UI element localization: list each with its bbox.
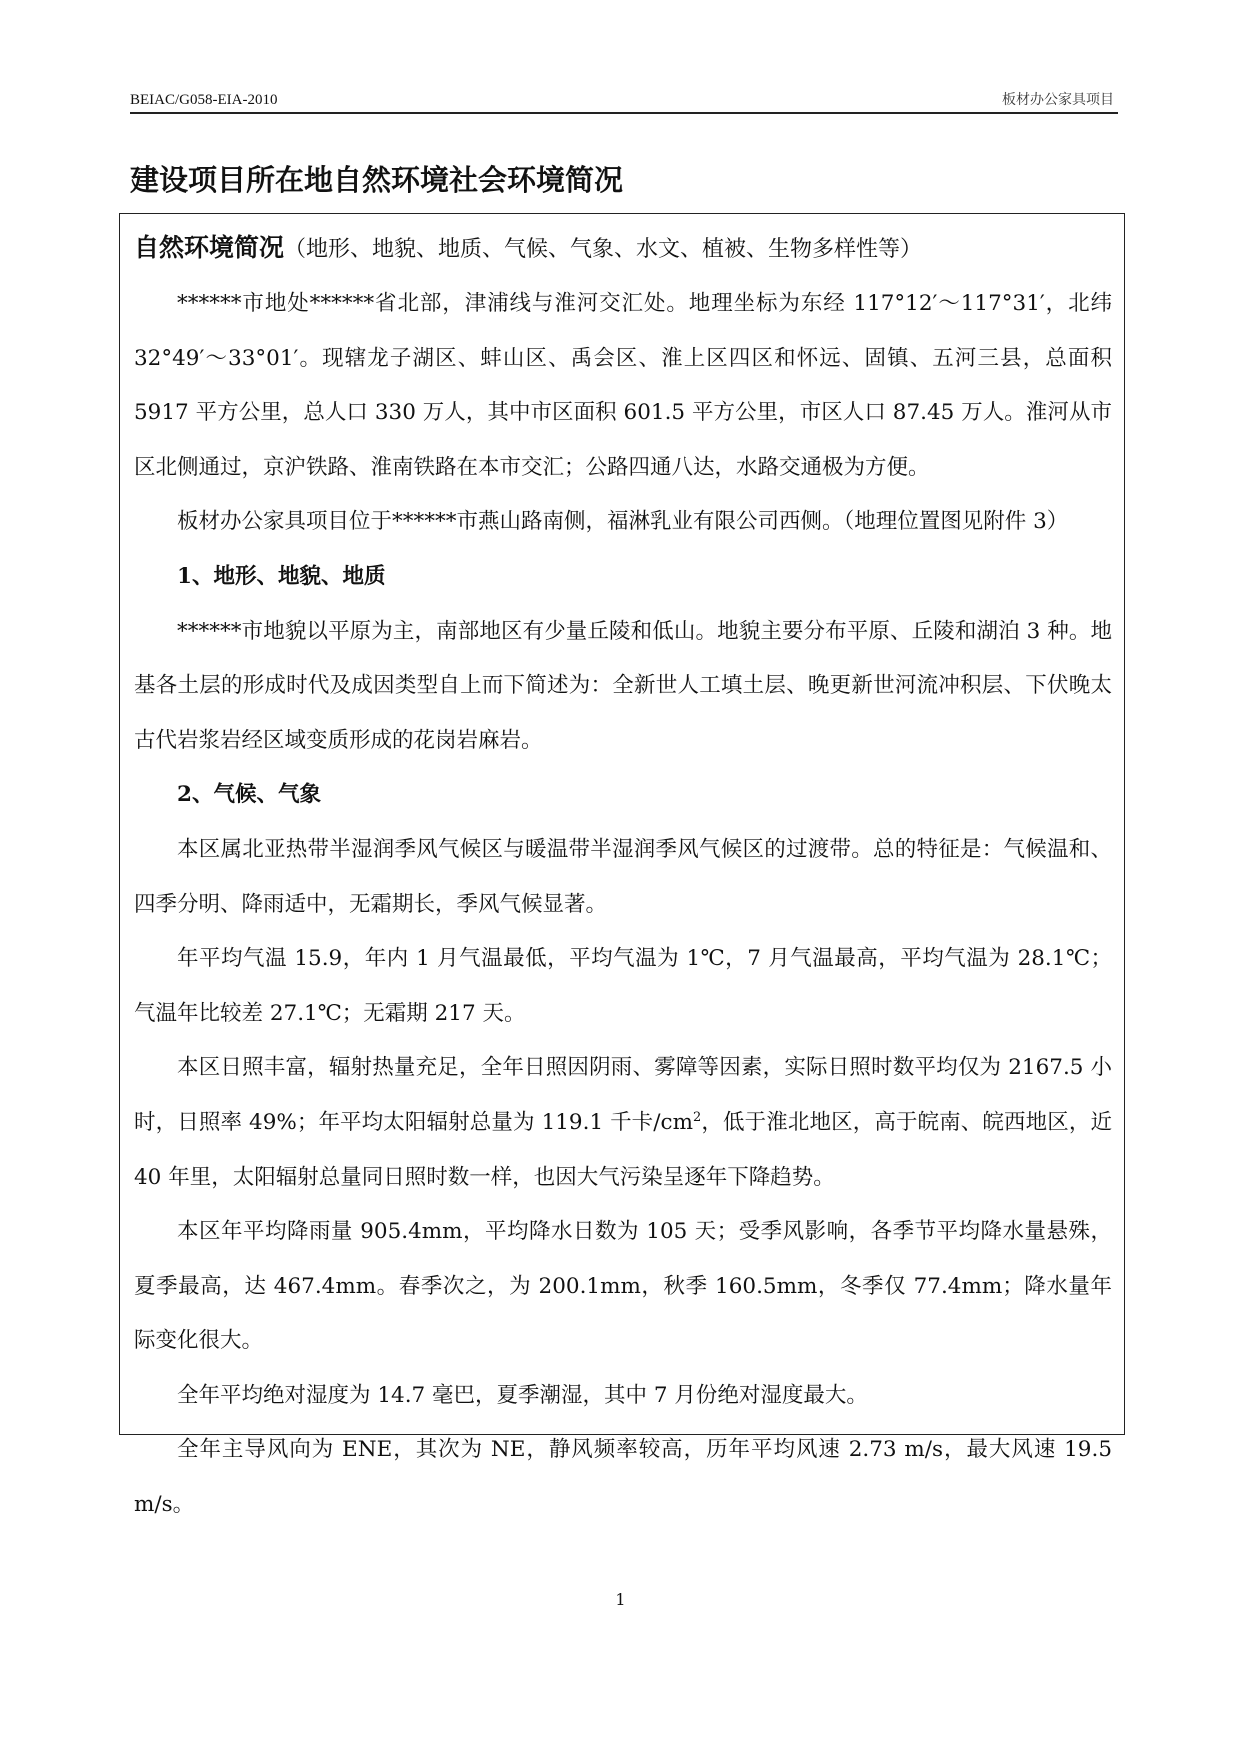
page-header	[130, 86, 1118, 114]
content-table-cell	[119, 213, 1125, 1518]
paragraph-location: ******市地处******省北部，津浦线与淮河交汇处。地理坐标为东经 117°12′～117°31′，北纬 32°49′～33°01′。现辖龙子湖区、蚌山区、禹会区、淮上区四区和怀远、固镇、五河三县，总面积 5917 平方公里，总人口 330 万人，其中市区面积 601.5 平方公里，市区人口 87.45 万人。淮河从市区北侧通过，京沪铁路、淮南铁路在本市交汇；公路四通八达，水路交通极为方便。	[134, 291, 1112, 480]
paragraph-sunshine	[134, 1041, 1112, 1205]
paragraph-humidity: 全年平均绝对湿度为 14.7 毫巴，夏季潮湿，其中 7 月份绝对湿度最大。	[177, 1382, 868, 1408]
paragraph-rainfall: 本区年平均降雨量 905.4mm，平均降水日数为 105 天；受季风影响，各季节平均降水量悬殊，夏季最高，达 467.4mm。春季次之，为 200.1mm，秋季 160.5mm，冬季仅 77.4mm；降水量年际变化很大。	[134, 1219, 1112, 1354]
paragraph-temperature: 年平均气温 15.9，年内 1 月气温最低，平均气温为 1℃，7 月气温最高，平均气温为 28.1℃；气温年比较差 27.1℃；无霜期 217 天。	[134, 946, 1112, 1026]
section-heading-main: 自然环境简况	[134, 233, 285, 262]
paragraph-terrain: ******市地貌以平原为主，南部地区有少量丘陵和低山。地貌主要分布平原、丘陵和湖泊 3 种。地基各土层的形成时代及成因类型自上而下简述为：全新世人工填土层、晚更新世河流冲积层、下伏晚太古代岩浆岩经区域变质形成的花岗岩麻岩。	[134, 618, 1112, 753]
header-project-name: 板材办公家具项目	[1002, 92, 1114, 108]
page-title: 建设项目所在地自然环境社会环境简况	[130, 163, 624, 197]
section-heading-note: （地形、地貌、地质、气候、气象、水文、植被、生物多样性等）	[284, 237, 923, 262]
sunshine-text-b: ，低于淮北地区，高于皖南、皖西地区，近 40 年里，太阳辐射总量同日照时数一样，也因大气污染呈逐年下降趋势。	[134, 1109, 1112, 1190]
paragraph-climate-overview: 本区属北亚热带半湿润季风气候区与暖温带半湿润季风气候区的过渡带。总的特征是：气候温和、四季分明、降雨适中，无霜期长，季风气候显著。	[134, 836, 1112, 917]
subheading-climate: 2、气候、气象	[177, 782, 321, 808]
paragraph-project-site: 板材办公家具项目位于******市燕山路南侧，福淋乳业有限公司西侧。（地理位置图见附件 3）	[177, 509, 1069, 535]
superscript-2: 2	[692, 1109, 702, 1125]
sunshine-text-a: 本区日照丰富，辐射热量充足，全年日照因阴雨、雾障等因素，实际日照时数平均仅为 2167.5 小时，日照率 49%；年平均太阳辐射总量为 119.1 千卡/cm	[134, 1055, 1112, 1135]
section-body	[134, 277, 1112, 1533]
paragraph-wind: 全年主导风向为 ENE，其次为 NE，静风频率较高，历年平均风速 2.73 m/s，最大风速 19.5 m/s。	[134, 1437, 1112, 1518]
page-number: 1	[615, 1590, 626, 1609]
subheading-terrain: 1、地形、地貌、地质	[177, 563, 386, 589]
document-code: BEIAC/G058-EIA-2010	[130, 92, 278, 108]
section-heading	[134, 228, 922, 264]
